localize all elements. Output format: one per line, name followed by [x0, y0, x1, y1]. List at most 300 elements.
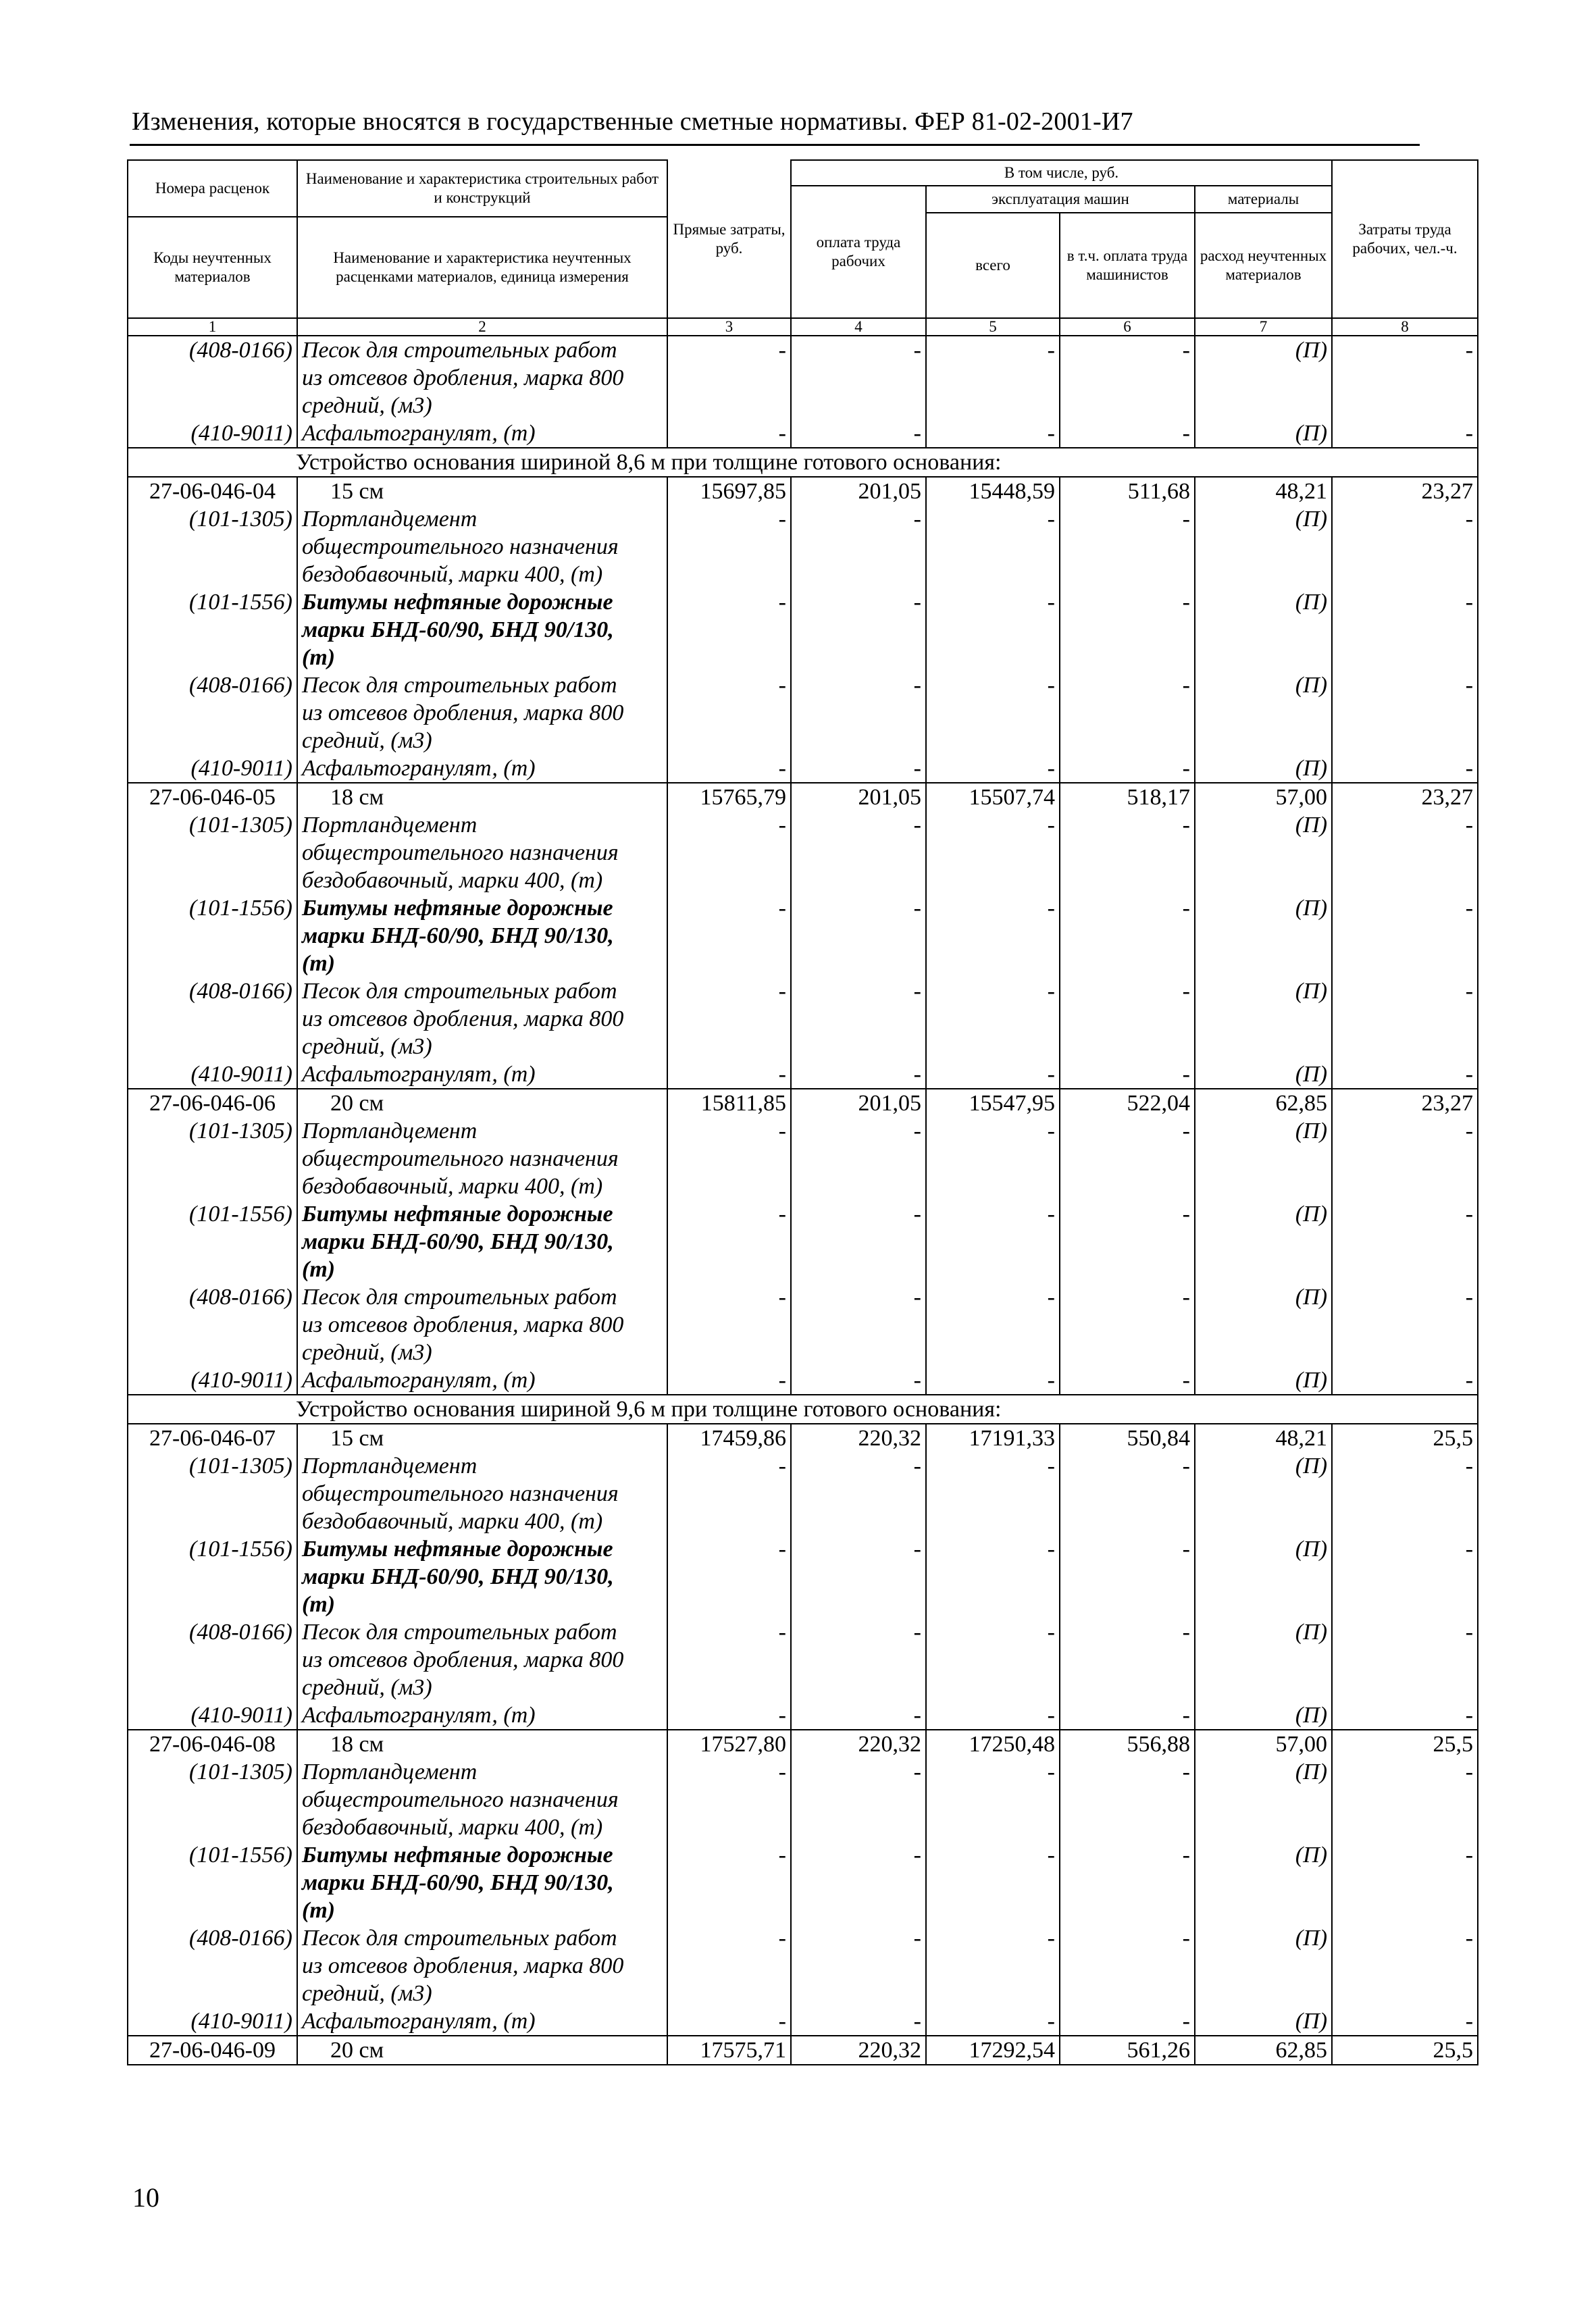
dash-cell [1060, 533, 1195, 561]
dash-cell [1060, 1173, 1195, 1200]
dash-cell: - [1332, 1924, 1478, 1952]
material-row [128, 392, 1478, 419]
dash-cell: - [1060, 419, 1195, 448]
dash-cell [1332, 1508, 1478, 1535]
dash-cell [667, 699, 791, 727]
dash-cell: - [1060, 1701, 1195, 1730]
rate-labor: 220,32 [791, 1730, 926, 1758]
dash-cell: - [1060, 2007, 1195, 2036]
dash-cell [926, 1256, 1060, 1283]
dash-cell: - [1060, 1200, 1195, 1228]
material-row [128, 336, 1478, 364]
dash-cell [926, 392, 1060, 419]
material-row [128, 754, 1478, 783]
dash-cell: - [791, 1701, 926, 1730]
p-mark-cell: (П) [1195, 1535, 1332, 1563]
material-name: (т) [297, 644, 667, 671]
p-mark-cell: (П) [1195, 811, 1332, 839]
material-row [128, 1452, 1478, 1480]
rate-mat: 57,00 [1195, 1730, 1332, 1758]
dash-cell [926, 699, 1060, 727]
dash-cell [791, 1952, 926, 1980]
rate-code: 27-06-046-05 [128, 783, 297, 811]
material-name: Портландцемент [297, 1452, 667, 1480]
dash-cell [1060, 1228, 1195, 1256]
material-name: из отсевов дробления, марка 800 [297, 1646, 667, 1674]
col-number: 6 [1060, 318, 1195, 336]
material-code: (101-1556) [128, 588, 297, 616]
dash-cell: - [791, 671, 926, 699]
material-code: (101-1556) [128, 1535, 297, 1563]
dash-cell [1060, 867, 1195, 894]
dash-cell [791, 1311, 926, 1339]
material-code: (101-1556) [128, 1841, 297, 1869]
dash-cell: - [926, 1366, 1060, 1395]
dash-cell [791, 1980, 926, 2007]
dash-cell: - [791, 1283, 926, 1311]
dash-cell: - [667, 1618, 791, 1646]
material-code [128, 1005, 297, 1033]
material-name: из отсевов дробления, марка 800 [297, 1005, 667, 1033]
dash-cell [791, 839, 926, 867]
p-mark-cell: (П) [1195, 1758, 1332, 1786]
dash-cell: - [1332, 1535, 1478, 1563]
rate-direct: 17527,80 [667, 1730, 791, 1758]
material-row [128, 588, 1478, 616]
p-mark-cell [1195, 727, 1332, 754]
material-row [128, 839, 1478, 867]
rate-mach-labor: 518,17 [1060, 783, 1195, 811]
dash-cell: - [1332, 1452, 1478, 1480]
dash-cell [1060, 1339, 1195, 1366]
dash-cell [667, 561, 791, 588]
dash-cell [667, 644, 791, 671]
rate-row [128, 1424, 1478, 1452]
rate-hours: 25,5 [1332, 2036, 1478, 2065]
p-mark-cell: (П) [1195, 1841, 1332, 1869]
dash-cell: - [926, 1452, 1060, 1480]
material-row [128, 1200, 1478, 1228]
dash-cell: - [791, 1924, 926, 1952]
section-title: Устройство основания шириной 8,6 м при толщине готового основания: [128, 448, 1478, 477]
dash-cell: - [667, 336, 791, 364]
p-mark-cell [1195, 616, 1332, 644]
p-mark-cell [1195, 533, 1332, 561]
dash-cell [1332, 616, 1478, 644]
dash-cell [926, 1563, 1060, 1591]
material-row [128, 561, 1478, 588]
material-name: (т) [297, 1256, 667, 1283]
dash-cell [1332, 364, 1478, 392]
dash-cell: - [667, 894, 791, 922]
material-name: средний, (м3) [297, 392, 667, 419]
dash-cell [1332, 1005, 1478, 1033]
dash-cell [791, 616, 926, 644]
dash-cell: - [667, 1758, 791, 1786]
material-row [128, 1535, 1478, 1563]
p-mark-cell [1195, 1256, 1332, 1283]
material-code [128, 1897, 297, 1924]
dash-cell [667, 1033, 791, 1060]
dash-cell [791, 1563, 926, 1591]
p-mark-cell: (П) [1195, 1117, 1332, 1145]
rate-mat: 48,21 [1195, 1424, 1332, 1452]
rate-name: 18 см [297, 783, 667, 811]
material-name: Битумы нефтяные дорожные [297, 1841, 667, 1869]
material-code: (101-1305) [128, 1758, 297, 1786]
material-row [128, 1758, 1478, 1786]
material-name: средний, (м3) [297, 1674, 667, 1701]
dash-cell: - [926, 894, 1060, 922]
material-name: (т) [297, 950, 667, 977]
dash-cell [667, 1646, 791, 1674]
dash-cell: - [667, 1452, 791, 1480]
dash-cell [926, 1228, 1060, 1256]
rate-name: 15 см [297, 1424, 667, 1452]
material-code [128, 1814, 297, 1841]
rate-name: 20 см [297, 2036, 667, 2065]
dash-cell: - [1060, 977, 1195, 1005]
dash-cell [1332, 950, 1478, 977]
rate-direct: 15765,79 [667, 783, 791, 811]
material-row [128, 1897, 1478, 1924]
material-row [128, 811, 1478, 839]
material-name: Битумы нефтяные дорожные [297, 1200, 667, 1228]
header-col2-top: Наименование и характеристика строительных работ и конструкций [298, 161, 667, 217]
material-row [128, 699, 1478, 727]
dash-cell [1332, 1145, 1478, 1173]
material-code: (410-9011) [128, 1366, 297, 1395]
dash-cell [667, 867, 791, 894]
material-name: Портландцемент [297, 1117, 667, 1145]
col-number: 3 [667, 318, 791, 336]
rate-direct: 15697,85 [667, 477, 791, 505]
dash-cell [1332, 1786, 1478, 1814]
rate-labor: 201,05 [791, 783, 926, 811]
rate-mat: 62,85 [1195, 2036, 1332, 2065]
material-code [128, 616, 297, 644]
header-col3: Прямые затраты, руб. [667, 160, 791, 318]
dash-cell [791, 727, 926, 754]
rate-mach: 17292,54 [926, 2036, 1060, 2065]
rate-mach-labor: 522,04 [1060, 1089, 1195, 1117]
rate-mach: 15547,95 [926, 1089, 1060, 1117]
dash-cell [926, 1311, 1060, 1339]
dash-cell [926, 727, 1060, 754]
p-mark-cell [1195, 1480, 1332, 1508]
material-code [128, 1256, 297, 1283]
material-code: (410-9011) [128, 1060, 297, 1089]
dash-cell [1332, 1480, 1478, 1508]
material-code [128, 1646, 297, 1674]
rate-name: 15 см [297, 477, 667, 505]
dash-cell [667, 1980, 791, 2007]
material-name: марки БНД-60/90, БНД 90/130, [297, 922, 667, 950]
material-row [128, 922, 1478, 950]
dash-cell: - [1060, 811, 1195, 839]
dash-cell [667, 1952, 791, 1980]
dash-cell [667, 1173, 791, 1200]
material-name: марки БНД-60/90, БНД 90/130, [297, 616, 667, 644]
dash-cell [1060, 364, 1195, 392]
dash-cell [1060, 561, 1195, 588]
dash-cell: - [667, 811, 791, 839]
dash-cell: - [791, 1535, 926, 1563]
material-row [128, 1173, 1478, 1200]
material-row [128, 1618, 1478, 1646]
dash-cell [926, 1980, 1060, 2007]
dash-cell [667, 1339, 791, 1366]
dash-cell [1332, 1033, 1478, 1060]
dash-cell: - [791, 1060, 926, 1089]
material-code [128, 699, 297, 727]
material-name: Битумы нефтяные дорожные [297, 1535, 667, 1563]
dash-cell [1060, 699, 1195, 727]
dash-cell: - [791, 1200, 926, 1228]
dash-cell: - [667, 1366, 791, 1395]
material-name: общестроительного назначения [297, 1786, 667, 1814]
p-mark-cell [1195, 1005, 1332, 1033]
material-row [128, 1952, 1478, 1980]
page-title: Изменения, которые вносятся в государственные сметные нормативы. ФЕР 81-02-2001-И7 [132, 107, 1133, 136]
material-code: (408-0166) [128, 671, 297, 699]
dash-cell [791, 1480, 926, 1508]
dash-cell [667, 1228, 791, 1256]
dash-cell: - [791, 811, 926, 839]
material-row [128, 1339, 1478, 1366]
rate-direct: 15811,85 [667, 1089, 791, 1117]
rate-mach-labor: 511,68 [1060, 477, 1195, 505]
material-row [128, 505, 1478, 533]
material-code [128, 1980, 297, 2007]
material-code [128, 1869, 297, 1897]
dash-cell: - [791, 1452, 926, 1480]
dash-cell: - [667, 1924, 791, 1952]
header-col6: в т.ч. оплата труда машинистов [1060, 213, 1195, 318]
dash-cell: - [926, 2007, 1060, 2036]
material-name: Песок для строительных работ [297, 336, 667, 364]
p-mark-cell: (П) [1195, 1924, 1332, 1952]
p-mark-cell: (П) [1195, 2007, 1332, 2036]
dash-cell: - [667, 588, 791, 616]
dash-cell: - [1332, 336, 1478, 364]
dash-cell: - [1332, 811, 1478, 839]
dash-cell: - [1332, 1117, 1478, 1145]
material-name: Песок для строительных работ [297, 977, 667, 1005]
dash-cell [926, 1508, 1060, 1535]
dash-cell [926, 1869, 1060, 1897]
dash-cell: - [1332, 419, 1478, 448]
material-row [128, 977, 1478, 1005]
material-code: (410-9011) [128, 419, 297, 448]
dash-cell [791, 1228, 926, 1256]
dash-cell: - [791, 754, 926, 783]
material-name: средний, (м3) [297, 727, 667, 754]
material-code [128, 1311, 297, 1339]
rate-code: 27-06-046-09 [128, 2036, 297, 2065]
dash-cell: - [926, 505, 1060, 533]
rate-name: 20 см [297, 1089, 667, 1117]
rate-row [128, 783, 1478, 811]
material-row [128, 1591, 1478, 1618]
p-mark-cell: (П) [1195, 977, 1332, 1005]
dash-cell [791, 867, 926, 894]
rate-labor: 201,05 [791, 477, 926, 505]
dash-cell [1060, 727, 1195, 754]
material-name: Песок для строительных работ [297, 1924, 667, 1952]
dash-cell: - [1332, 754, 1478, 783]
dash-cell: - [667, 1701, 791, 1730]
dash-cell: - [1060, 1283, 1195, 1311]
material-code: (410-9011) [128, 754, 297, 783]
dash-cell: - [1060, 1366, 1195, 1395]
dash-cell: - [926, 1758, 1060, 1786]
dash-cell [1332, 1646, 1478, 1674]
dash-cell: - [1060, 1452, 1195, 1480]
material-code: (101-1305) [128, 1117, 297, 1145]
material-code [128, 1674, 297, 1701]
p-mark-cell [1195, 644, 1332, 671]
material-name: Асфальтогранулят, (т) [297, 1366, 667, 1395]
rate-code: 27-06-046-08 [128, 1730, 297, 1758]
material-name: марки БНД-60/90, БНД 90/130, [297, 1563, 667, 1591]
dash-cell [667, 1311, 791, 1339]
dash-cell: - [1332, 977, 1478, 1005]
dash-cell [791, 1591, 926, 1618]
dash-cell [1060, 839, 1195, 867]
dash-cell: - [926, 1117, 1060, 1145]
dash-cell [926, 1033, 1060, 1060]
p-mark-cell [1195, 950, 1332, 977]
dash-cell [1332, 1256, 1478, 1283]
material-name: общестроительного назначения [297, 1145, 667, 1173]
rate-mach: 17191,33 [926, 1424, 1060, 1452]
dash-cell [667, 950, 791, 977]
p-mark-cell: (П) [1195, 894, 1332, 922]
dash-cell: - [1060, 336, 1195, 364]
dash-cell: - [1332, 1618, 1478, 1646]
col-number: 2 [297, 318, 667, 336]
material-name: бездобавочный, марки 400, (т) [297, 561, 667, 588]
p-mark-cell [1195, 392, 1332, 419]
material-name: из отсевов дробления, марка 800 [297, 1311, 667, 1339]
dash-cell: - [1060, 1841, 1195, 1869]
p-mark-cell: (П) [1195, 419, 1332, 448]
dash-cell: - [791, 419, 926, 448]
dash-cell [667, 1869, 791, 1897]
material-code [128, 1033, 297, 1060]
header-col7: расход неучтенных материалов [1195, 213, 1332, 318]
material-name: Асфальтогранулят, (т) [297, 419, 667, 448]
dash-cell [1332, 1814, 1478, 1841]
dash-cell [791, 1646, 926, 1674]
material-code [128, 1952, 297, 1980]
header-col2-bottom: Наименование и характеристика неучтенных расценками материалов, единица измерения [333, 249, 632, 285]
dash-cell: - [791, 505, 926, 533]
section-row [128, 1395, 1478, 1424]
material-name: Песок для строительных работ [297, 1618, 667, 1646]
dash-cell: - [791, 1366, 926, 1395]
p-mark-cell: (П) [1195, 1060, 1332, 1089]
material-code [128, 950, 297, 977]
dash-cell [1060, 1508, 1195, 1535]
title-rule [130, 144, 1420, 146]
dash-cell: - [1060, 588, 1195, 616]
dash-cell: - [667, 1117, 791, 1145]
material-code: (101-1305) [128, 811, 297, 839]
dash-cell: - [667, 1060, 791, 1089]
material-name: общестроительного назначения [297, 1480, 667, 1508]
p-mark-cell [1195, 1311, 1332, 1339]
dash-cell [667, 1563, 791, 1591]
rate-hours: 23,27 [1332, 477, 1478, 505]
rate-mat: 48,21 [1195, 477, 1332, 505]
dash-cell [791, 364, 926, 392]
dash-cell [667, 1508, 791, 1535]
material-name: общестроительного назначения [297, 533, 667, 561]
material-name: Асфальтогранулят, (т) [297, 1060, 667, 1089]
material-code [128, 364, 297, 392]
material-code: (410-9011) [128, 2007, 297, 2036]
p-mark-cell [1195, 1339, 1332, 1366]
p-mark-cell [1195, 1228, 1332, 1256]
dash-cell: - [667, 1283, 791, 1311]
material-code [128, 922, 297, 950]
p-mark-cell [1195, 1591, 1332, 1618]
dash-cell [791, 950, 926, 977]
dash-cell [926, 1145, 1060, 1173]
rate-row [128, 2036, 1478, 2065]
material-row [128, 894, 1478, 922]
p-mark-cell: (П) [1195, 1366, 1332, 1395]
dash-cell [1332, 1339, 1478, 1366]
dash-cell [1332, 1952, 1478, 1980]
dash-cell [926, 1814, 1060, 1841]
dash-cell [1332, 922, 1478, 950]
dash-cell: - [1332, 1283, 1478, 1311]
dash-cell: - [926, 671, 1060, 699]
material-row [128, 1060, 1478, 1089]
rate-name: 18 см [297, 1730, 667, 1758]
material-code: (408-0166) [128, 1618, 297, 1646]
dash-cell: - [1060, 894, 1195, 922]
dash-cell [791, 1674, 926, 1701]
dash-cell [667, 1145, 791, 1173]
material-code: (101-1305) [128, 1452, 297, 1480]
dash-cell: - [926, 419, 1060, 448]
dash-cell [667, 1480, 791, 1508]
dash-cell: - [1060, 754, 1195, 783]
material-name: из отсевов дробления, марка 800 [297, 364, 667, 392]
material-row [128, 1924, 1478, 1952]
dash-cell [1060, 1033, 1195, 1060]
material-name: Портландцемент [297, 811, 667, 839]
dash-cell [926, 533, 1060, 561]
dash-cell [1060, 1980, 1195, 2007]
rate-hours: 23,27 [1332, 1089, 1478, 1117]
p-mark-cell: (П) [1195, 671, 1332, 699]
material-name: Битумы нефтяные дорожные [297, 894, 667, 922]
p-mark-cell [1195, 1674, 1332, 1701]
material-code [128, 1145, 297, 1173]
rate-labor: 201,05 [791, 1089, 926, 1117]
rate-row [128, 1089, 1478, 1117]
dash-cell [791, 1508, 926, 1535]
material-code [128, 561, 297, 588]
rate-mach: 15507,74 [926, 783, 1060, 811]
material-code: (410-9011) [128, 1701, 297, 1730]
rate-mach: 17250,48 [926, 1730, 1060, 1758]
